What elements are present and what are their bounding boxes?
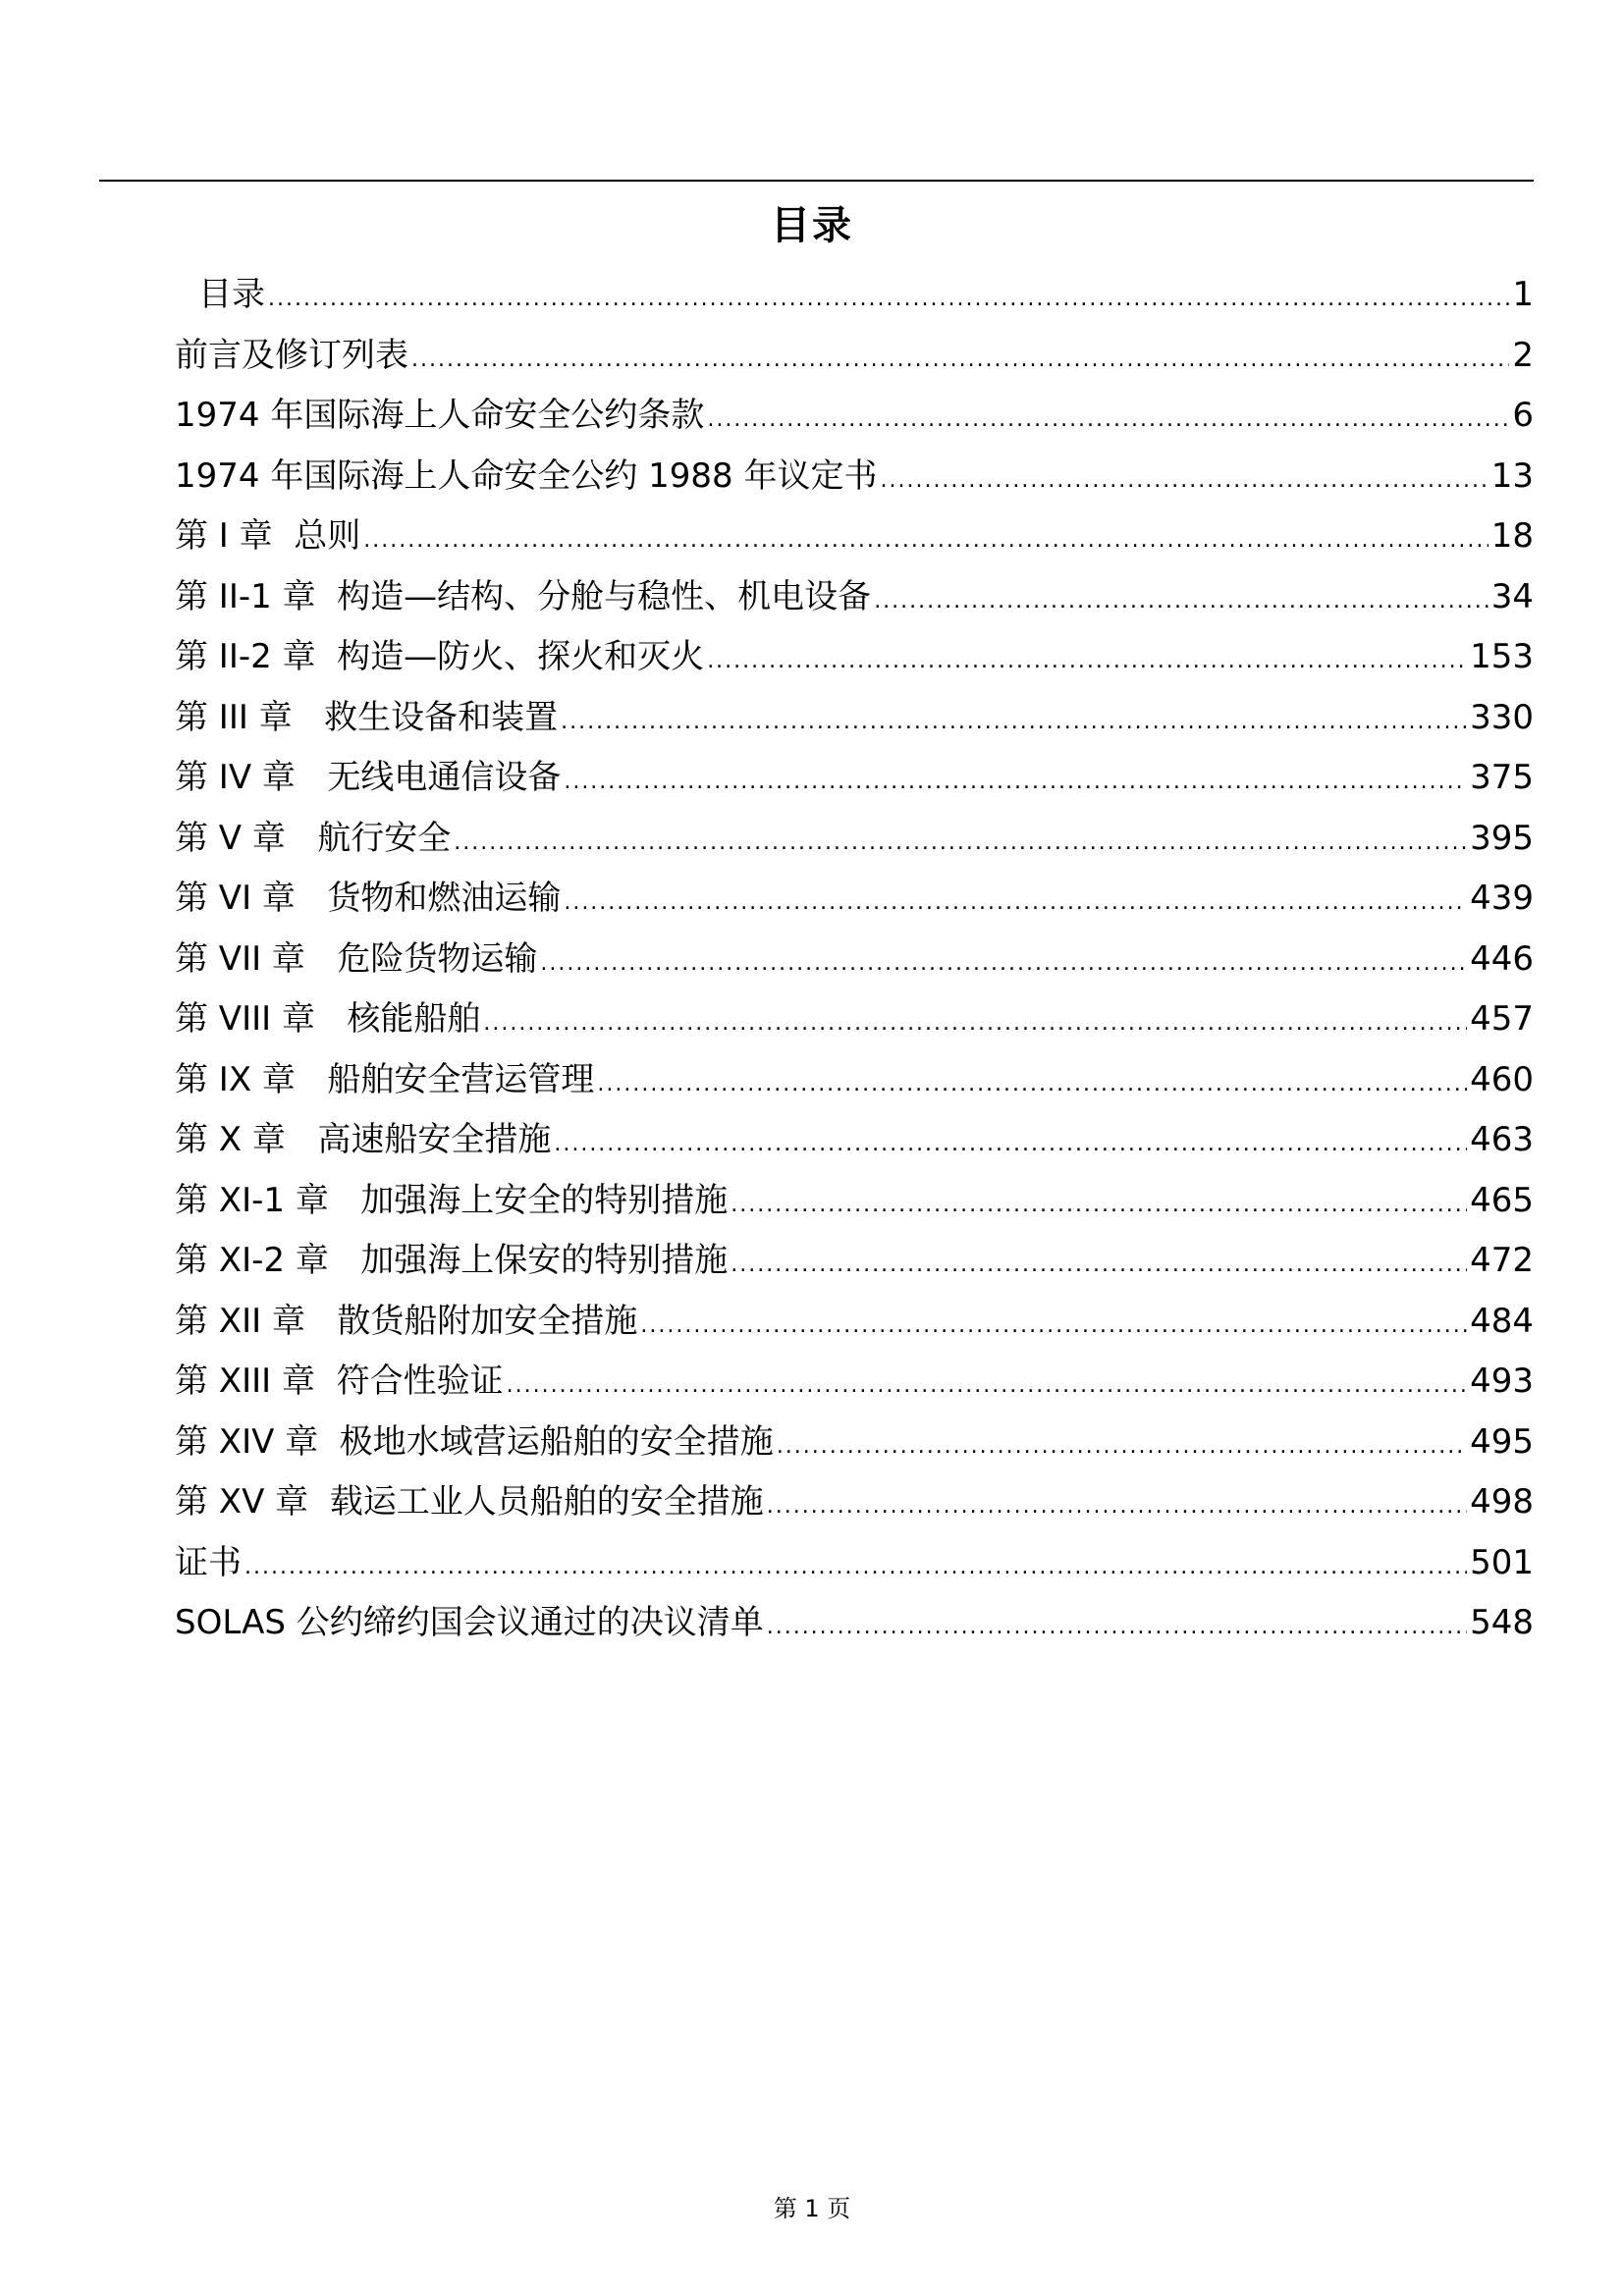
toc-leader-dots bbox=[731, 1235, 1467, 1296]
toc-entry[interactable] bbox=[175, 1593, 1534, 1654]
toc-entry[interactable] bbox=[175, 627, 1534, 688]
toc-leader-dots bbox=[363, 510, 1488, 571]
toc-entry[interactable] bbox=[175, 748, 1534, 809]
toc-leader-dots bbox=[707, 390, 1509, 451]
toc-leader-dots bbox=[507, 1356, 1467, 1416]
toc-entry-page: 375 bbox=[1470, 758, 1534, 797]
toc-entry-label: 第 III 章 救生设备和装置 bbox=[175, 697, 559, 737]
toc-entry-label: 第 XI-2 章 加强海上保安的特别措施 bbox=[175, 1241, 729, 1280]
toc-entry-label: SOLAS 公约缔约国会议通过的决议清单 bbox=[175, 1603, 764, 1642]
toc-entry-label: 前言及修订列表 bbox=[175, 335, 408, 375]
toc-entry-page: 1 bbox=[1512, 275, 1534, 314]
toc-entry[interactable] bbox=[175, 1533, 1534, 1594]
toc-entry[interactable] bbox=[175, 386, 1534, 447]
toc-entry-page: 153 bbox=[1470, 637, 1534, 676]
toc-leader-dots bbox=[880, 451, 1488, 511]
toc-entry-page: 439 bbox=[1470, 879, 1534, 918]
toc-entry-label: 1974 年国际海上人命安全公约 1988 年议定书 bbox=[175, 455, 878, 496]
toc-entry-label: 第 XI-1 章 加强海上安全的特别措施 bbox=[175, 1180, 729, 1220]
toc-entry-page: 460 bbox=[1470, 1059, 1534, 1099]
toc-entry[interactable] bbox=[175, 1231, 1534, 1292]
toc-entry[interactable] bbox=[175, 989, 1534, 1050]
toc-entry-page: 34 bbox=[1490, 576, 1534, 616]
toc-leader-dots bbox=[640, 1296, 1467, 1357]
toc-entry-page: 495 bbox=[1470, 1421, 1534, 1462]
toc-entry-label: 第 XV 章 载运工业人员船舶的安全措施 bbox=[175, 1482, 764, 1522]
toc-entry-page: 484 bbox=[1470, 1301, 1534, 1341]
toc-leader-dots bbox=[454, 813, 1467, 874]
page-title: 目录 bbox=[771, 203, 853, 248]
toc-entry[interactable] bbox=[175, 1413, 1534, 1473]
toc-entry-label: 目录 bbox=[198, 275, 265, 314]
toc-entry-label: 第 XIV 章 极地水域营运船舶的安全措施 bbox=[175, 1421, 774, 1462]
toc-entry[interactable] bbox=[175, 1110, 1534, 1171]
toc-entry[interactable] bbox=[175, 265, 1534, 326]
toc-leader-dots bbox=[564, 752, 1467, 813]
toc-leader-dots bbox=[597, 1054, 1467, 1115]
toc-leader-dots bbox=[874, 571, 1489, 632]
toc-entry-label: 第 IV 章 无线电通信设备 bbox=[175, 758, 562, 797]
toc-leader-dots bbox=[268, 269, 1509, 330]
toc-leader-dots bbox=[540, 934, 1467, 994]
toc-entry-page: 395 bbox=[1470, 818, 1534, 858]
toc-entry-page: 6 bbox=[1512, 396, 1534, 435]
toc-entry-label: 第 VII 章 危险货物运输 bbox=[175, 938, 538, 979]
toc-leader-dots bbox=[731, 1175, 1467, 1236]
toc-entry-label: 第 XIII 章 符合性验证 bbox=[175, 1362, 504, 1401]
toc-entry-page: 472 bbox=[1470, 1241, 1534, 1280]
toc-entry-label: 1974 年国际海上人命安全公约条款 bbox=[175, 396, 705, 435]
toc-entry[interactable] bbox=[175, 567, 1534, 628]
toc-entry[interactable] bbox=[175, 1352, 1534, 1413]
toc-entry-label: 证书 bbox=[175, 1542, 242, 1582]
toc-entry-label: 第 I 章 总则 bbox=[175, 516, 361, 556]
toc-leader-dots bbox=[411, 330, 1509, 391]
table-of-contents bbox=[175, 265, 1534, 1654]
toc-leader-dots bbox=[777, 1416, 1467, 1477]
toc-entry-label: 第 IX 章 船舶安全营运管理 bbox=[175, 1059, 595, 1099]
toc-leader-dots bbox=[707, 631, 1467, 692]
toc-entry[interactable] bbox=[175, 869, 1534, 930]
toc-entry-page: 18 bbox=[1490, 516, 1534, 556]
toc-entry-label: 第 XII 章 散货船附加安全措施 bbox=[175, 1301, 638, 1341]
toc-leader-dots bbox=[767, 1476, 1467, 1537]
toc-entry[interactable] bbox=[175, 507, 1534, 567]
toc-entry[interactable] bbox=[175, 688, 1534, 749]
header-rule bbox=[99, 180, 1534, 182]
toc-entry[interactable] bbox=[175, 1050, 1534, 1111]
toc-entry[interactable] bbox=[175, 809, 1534, 870]
toc-entry-label: 第 II-2 章 构造—防火、探火和灭火 bbox=[175, 637, 705, 676]
toc-leader-dots bbox=[244, 1537, 1467, 1598]
toc-leader-dots bbox=[564, 873, 1467, 934]
toc-entry-label: 第 VI 章 货物和燃油运输 bbox=[175, 879, 562, 918]
toc-entry-page: 548 bbox=[1470, 1603, 1534, 1642]
toc-entry-label: 第 II-1 章 构造—结构、分舱与稳性、机电设备 bbox=[175, 576, 872, 616]
toc-entry[interactable] bbox=[175, 1472, 1534, 1533]
toc-entry-page: 465 bbox=[1470, 1180, 1534, 1220]
toc-entry-label: 第 V 章 航行安全 bbox=[175, 818, 452, 858]
toc-entry[interactable] bbox=[175, 326, 1534, 387]
toc-leader-dots bbox=[554, 1114, 1467, 1175]
toc-entry[interactable] bbox=[175, 1171, 1534, 1232]
toc-entry-page: 493 bbox=[1470, 1362, 1534, 1401]
toc-entry-page: 501 bbox=[1470, 1542, 1534, 1582]
toc-entry[interactable] bbox=[175, 1292, 1534, 1353]
toc-entry-page: 446 bbox=[1470, 938, 1534, 979]
toc-entry-page: 463 bbox=[1470, 1120, 1534, 1159]
toc-leader-dots bbox=[483, 993, 1467, 1054]
toc-entry-page: 2 bbox=[1512, 335, 1534, 375]
toc-entry-label: 第 X 章 高速船安全措施 bbox=[175, 1120, 552, 1159]
toc-entry-page: 330 bbox=[1470, 697, 1534, 737]
toc-leader-dots bbox=[561, 692, 1467, 753]
toc-entry-label: 第 VIII 章 核能船舶 bbox=[175, 999, 481, 1039]
toc-entry-page: 498 bbox=[1470, 1482, 1534, 1522]
toc-entry[interactable] bbox=[175, 447, 1534, 507]
toc-leader-dots bbox=[767, 1597, 1467, 1658]
toc-entry-page: 457 bbox=[1470, 999, 1534, 1039]
page-number-footer: 第 1 页 bbox=[773, 2195, 851, 2222]
toc-entry-page: 13 bbox=[1490, 455, 1534, 496]
toc-entry[interactable] bbox=[175, 930, 1534, 990]
